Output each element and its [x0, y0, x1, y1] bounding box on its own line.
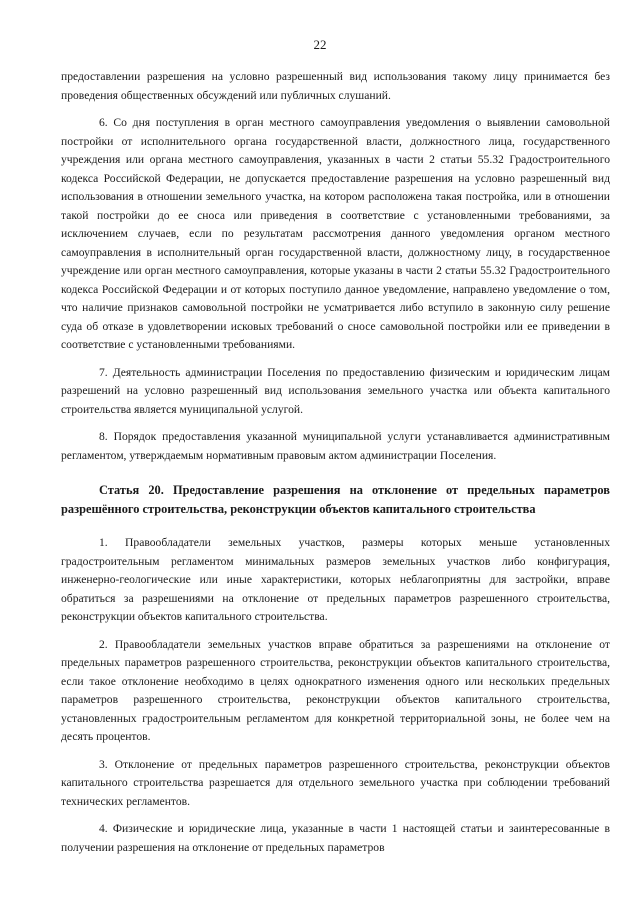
- page-number: 22: [313, 37, 327, 52]
- article-paragraph-2: 2. Правообладатели земельных участков вправе обратиться за разрешениями на отклонение от предельных параметров разрешенного строительства, реконструкции объектов капитального строительства, если такое отклонение необходимо в целях однократного изменения одного или нескольких предельных параметров разрешенного строительства, реконструкции объектов капитального строительства, установленных градостроительным регламентом для конкретной территориальной зоны, не более чем на десять процентов.: [61, 637, 610, 743]
- article-paragraph-3: 3. Отклонение от предельных параметров разрешенного строительства, реконструкции объектов капитального строительства разрешается для отдельного земельного участка при соблюдении требований технических регламентов.: [61, 757, 610, 808]
- article-paragraph-4: 4. Физические и юридические лица, указанные в части 1 настоящей статьи и заинтересованные в получении разрешения на отклонение от предельных параметров: [61, 822, 610, 854]
- paragraph-item-8: 8. Порядок предоставления указанной муниципальной услуги устанавливается административным регламентом, утверждаемым нормативным правовым актом администрации Поселения.: [61, 430, 610, 462]
- page-content: [61, 68, 610, 857]
- article-20-heading: Статья 20. Предоставление разрешения на отклонение от предельных параметров разрешённого строительства, реконструкции объектов капитального строительства: [61, 483, 610, 516]
- paragraph-item-7: 7. Деятельность администрации Поселения по предоставлению физическим и юридическим лицам разрешений на условно разрешенный вид использования земельного участка или объекта капитального строительства является муниципальной услугой.: [61, 365, 610, 416]
- paragraph-item-6: 6. Со дня поступления в орган местного самоуправления уведомления о выявлении самовольной постройки от исполнительного органа государственной власти, должностного лица, государственного учреждения или органа местного самоуправления, указанных в части 2 статьи 55.32 Градостроительного кодекса Российской Федерации, не допускается предоставление разрешения на условно разрешенный вид использования в отношении земельного участка, на котором расположена такая постройка, или в отношении такой постройки до ее сноса или приведения в соответствие с установленными требованиями, за исключением случаев, если по результатам рассмотрения данного уведомления органом местного самоуправления в исполнительный орган государственной власти, должностному лицу, в государственное учреждение или орган местного самоуправления, которые указаны в части 2 статьи 55.32 Градостроительного кодекса Российской Федерации и от которых поступило данное уведомление, направлено уведомление о том, что наличие признаков самовольной постройки не усматривается либо вступило в законную силу решение суда об отказе в удовлетворении исковых требований о сносе самовольной постройки или ее приведении в соответствие с установленными требованиями.: [61, 116, 610, 351]
- paragraph-continuation: предоставлении разрешения на условно разрешенный вид использования такому лицу принимается без проведения общественных обсуждений или публичных слушаний.: [61, 70, 610, 102]
- article-paragraph-1: 1. Правообладатели земельных участков, размеры которых меньше установленных градостроительным регламентом минимальных размеров земельных участков либо конфигурация, инженерно-геологические или иные характеристики, которых неблагоприятны для застройки, вправе обратиться за разрешениями на отклонение от предельных параметров разрешенного строительства, реконструкции объектов капитального строительства.: [61, 536, 610, 623]
